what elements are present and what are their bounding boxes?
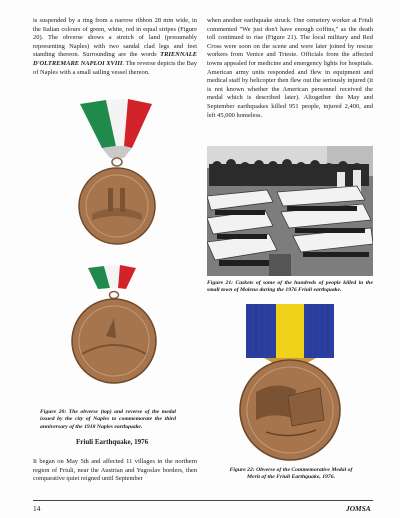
page-number: 14 [33,504,41,513]
bottom-medal-ring [110,292,119,299]
bottom-medal-ribbon [88,265,136,289]
right-column-text: when another earthquake struck. One cemetery worker at Friuli commented "We just don't have enough coffins," as the death toll continued to rise (Figure 21). The local military and Red Cross were soon on the scene and were later joined by rescue workers from Venice and Trieste. Officials from the affected towns appealed for medicine and emergency lights for hospitals. American army units responded and flew in equipment and medical staff by helicopter then flew out the seriously injured (it is not known whether the American personnel received the medal which is described later). Altogether the May and September earthquakes killed 951 people, injured 2,400, and left 45,000 homeless. [207,17,373,119]
left-column-bottom-text: It began on May 5th and affected 11 villages in the northern region of Friuli, near the Austrian and Yugoslav borders, then comparative quiet reigned until September [33,458,197,483]
publication-name: JOMSA [346,504,371,513]
top-medal-ring [112,158,122,166]
figure-20-caption: Figure 20: The obverse (top) and reverse of the medal issued by the city of Naples to commemorate the third anniversary of the 1918 Naples earthquake. [40,409,176,430]
footer-rule [33,500,373,501]
top-medal-obverse [79,168,155,244]
bottom-medal-reverse [72,299,156,383]
intro-text-part-2: . The reverse depicts the Bay of Naples with a small sailing vessel thereon. [33,59,197,76]
figure-20-naples-medals [62,96,172,406]
figure-21-caskets-photo [207,146,373,276]
figure-22-friuli-medal [226,300,354,466]
medal-inscription: TRIENNALE D'OLTREMARE NAPLOI XVIII [33,51,197,67]
friuli-medal-ribbon [246,304,334,368]
top-medal-ribbon [80,99,152,158]
section-heading: Friuli Earthquake, 1976 [76,438,149,446]
left-column-intro-text [33,17,197,77]
figure-21-caption: Figure 21: Caskets of some of the hundreds of people killed in the small town of Moleno during the 1976 Friuli earthquake. [207,280,373,294]
intro-text-part-1: is suspended by a ring from a narrow ribbon 28 mm wide, in the Italian colours of green, white, red in equal stripes (Figure 20). The obverse shows a stretch of land (presumably representing Naples) with two sandal clad legs and feet standing thereon. Surrounding are the words [33,17,197,59]
figure-22-caption: Figure 22: Obverse of the Commemorative Medal of Merit of the Friuli Earthquake, 1976. [229,467,353,481]
